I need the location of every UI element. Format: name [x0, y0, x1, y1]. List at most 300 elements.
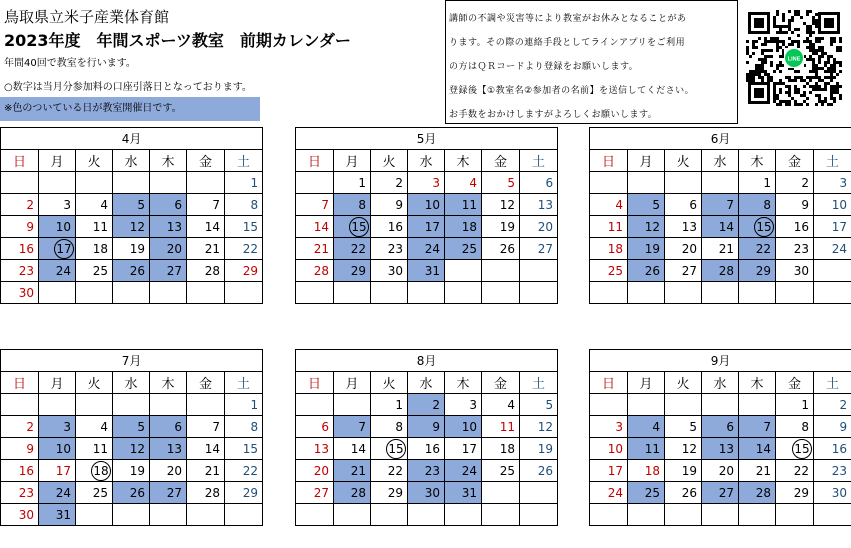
weekday-header: 火 — [665, 150, 702, 172]
day-cell: 16 — [1, 238, 39, 260]
day-cell: 21 — [187, 460, 225, 482]
calendar-june — [589, 127, 851, 304]
empty-cell — [76, 394, 113, 416]
empty-cell — [482, 504, 520, 526]
weekday-header: 金 — [482, 150, 520, 172]
weekday-header: 金 — [482, 372, 520, 394]
day-cell: 5 — [113, 194, 150, 216]
weekday-header: 金 — [187, 150, 225, 172]
weekday-header: 火 — [371, 150, 408, 172]
empty-cell — [1, 172, 39, 194]
day-cell: 6 — [665, 194, 702, 216]
day-cell: 20 — [150, 238, 187, 260]
day-cell: 1 — [776, 394, 814, 416]
day-cell: 3 — [39, 194, 76, 216]
month-label: 7月 — [1, 350, 263, 372]
day-cell: 20 — [702, 460, 739, 482]
day-cell: 13 — [665, 216, 702, 238]
line-logo-text: LINE — [787, 56, 801, 63]
day-cell: 8 — [225, 194, 263, 216]
day-cell: 29 — [776, 482, 814, 504]
day-cell: 29 — [739, 260, 776, 282]
empty-cell — [590, 282, 628, 304]
empty-cell — [113, 504, 150, 526]
empty-cell — [296, 394, 334, 416]
empty-cell — [296, 172, 334, 194]
empty-cell — [628, 282, 665, 304]
weekday-header: 土 — [814, 372, 851, 394]
empty-cell — [445, 504, 482, 526]
day-cell: 30 — [1, 282, 39, 304]
day-cell: 4 — [445, 172, 482, 194]
day-cell: 30 — [408, 482, 445, 504]
day-cell: 11 — [628, 438, 665, 460]
day-cell: 23 — [1, 260, 39, 282]
day-cell: 24 — [408, 238, 445, 260]
empty-cell — [739, 504, 776, 526]
day-cell: 29 — [225, 260, 263, 282]
empty-cell — [371, 282, 408, 304]
weekday-header: 月 — [334, 372, 371, 394]
empty-cell — [113, 282, 150, 304]
day-cell: 19 — [113, 238, 150, 260]
empty-cell — [187, 504, 225, 526]
weekday-header: 火 — [76, 150, 113, 172]
weekday-header: 金 — [776, 150, 814, 172]
day-cell: 19 — [628, 238, 665, 260]
day-cell — [371, 438, 408, 460]
day-cell: 2 — [408, 394, 445, 416]
weekday-header: 木 — [150, 372, 187, 394]
weekday-header: 土 — [225, 150, 263, 172]
day-cell: 5 — [113, 416, 150, 438]
day-cell: 2 — [776, 172, 814, 194]
day-cell — [739, 216, 776, 238]
day-cell: 22 — [776, 460, 814, 482]
day-cell: 14 — [702, 216, 739, 238]
day-cell: 7 — [296, 194, 334, 216]
empty-cell — [739, 282, 776, 304]
empty-cell — [187, 172, 225, 194]
day-cell: 27 — [665, 260, 702, 282]
day-cell: 25 — [76, 260, 113, 282]
day-cell: 3 — [408, 172, 445, 194]
empty-cell — [76, 172, 113, 194]
day-cell: 19 — [113, 460, 150, 482]
empty-cell — [702, 172, 739, 194]
empty-cell — [150, 282, 187, 304]
empty-cell — [520, 260, 558, 282]
weekday-header: 木 — [445, 150, 482, 172]
day-cell: 16 — [1, 460, 39, 482]
weekday-header: 月 — [39, 150, 76, 172]
day-cell: 30 — [1, 504, 39, 526]
day-cell: 12 — [482, 194, 520, 216]
day-cell: 30 — [371, 260, 408, 282]
day-cell: 10 — [39, 216, 76, 238]
weekday-header: 金 — [187, 372, 225, 394]
day-cell: 11 — [76, 216, 113, 238]
day-cell: 23 — [371, 238, 408, 260]
empty-cell — [187, 282, 225, 304]
day-cell: 18 — [628, 460, 665, 482]
day-cell: 31 — [408, 260, 445, 282]
day-cell: 12 — [113, 216, 150, 238]
day-cell: 25 — [590, 260, 628, 282]
empty-cell — [520, 504, 558, 526]
day-cell: 22 — [334, 238, 371, 260]
day-cell: 23 — [1, 482, 39, 504]
day-cell: 16 — [814, 438, 851, 460]
day-cell: 18 — [482, 438, 520, 460]
month-label: 6月 — [590, 128, 851, 150]
day-cell: 10 — [814, 194, 851, 216]
day-cell: 27 — [702, 482, 739, 504]
empty-cell — [150, 504, 187, 526]
calendar-may — [295, 127, 558, 304]
day-cell: 22 — [739, 238, 776, 260]
day-cell: 8 — [739, 194, 776, 216]
day-cell: 13 — [150, 216, 187, 238]
day-cell: 3 — [445, 394, 482, 416]
weekday-header: 火 — [665, 372, 702, 394]
day-cell: 11 — [482, 416, 520, 438]
month-label: 5月 — [296, 128, 558, 150]
day-cell: 13 — [520, 194, 558, 216]
day-cell: 15 — [225, 438, 263, 460]
day-cell: 6 — [520, 172, 558, 194]
day-cell: 25 — [628, 482, 665, 504]
day-cell — [39, 238, 76, 260]
day-cell: 20 — [150, 460, 187, 482]
day-cell: 28 — [187, 260, 225, 282]
day-cell: 4 — [76, 194, 113, 216]
day-cell: 11 — [590, 216, 628, 238]
debit-day-circle: 15 — [386, 439, 406, 459]
weekday-header: 月 — [628, 372, 665, 394]
notice-line: ります。その際の連絡手段としてラインアプリをご利用 — [449, 38, 686, 48]
day-cell: 22 — [225, 460, 263, 482]
weekday-header: 木 — [739, 372, 776, 394]
day-cell: 29 — [334, 260, 371, 282]
empty-cell — [408, 282, 445, 304]
weekday-header: 水 — [408, 372, 445, 394]
day-cell: 26 — [113, 260, 150, 282]
weekday-header: 木 — [150, 150, 187, 172]
day-cell: 6 — [150, 194, 187, 216]
day-cell: 21 — [334, 460, 371, 482]
empty-cell — [187, 394, 225, 416]
day-cell: 2 — [814, 394, 851, 416]
day-cell: 16 — [408, 438, 445, 460]
day-cell: 1 — [371, 394, 408, 416]
day-cell: 9 — [776, 194, 814, 216]
day-cell — [334, 216, 371, 238]
empty-cell — [482, 482, 520, 504]
day-cell — [76, 460, 113, 482]
empty-cell — [150, 172, 187, 194]
day-cell: 1 — [739, 172, 776, 194]
empty-cell — [814, 282, 851, 304]
day-cell: 31 — [445, 482, 482, 504]
empty-cell — [334, 282, 371, 304]
day-cell: 28 — [334, 482, 371, 504]
weekday-header: 土 — [520, 150, 558, 172]
empty-cell — [590, 394, 628, 416]
notice-line: の方はＱＲコードより登録をお願いします。 — [449, 62, 639, 72]
empty-cell — [1, 394, 39, 416]
line-qr-code[interactable] — [746, 10, 842, 106]
note-color-legend: ※色のついている日が教室開催日です。 — [0, 97, 260, 121]
day-cell: 23 — [408, 460, 445, 482]
weekday-header: 日 — [296, 150, 334, 172]
day-cell: 3 — [814, 172, 851, 194]
day-cell: 12 — [113, 438, 150, 460]
day-cell: 3 — [590, 416, 628, 438]
day-cell: 7 — [334, 416, 371, 438]
empty-cell — [520, 482, 558, 504]
notice-line: 講師の不調や災害等により教室がお休みとなることがあ — [449, 14, 687, 24]
day-cell: 22 — [225, 238, 263, 260]
empty-cell — [590, 504, 628, 526]
day-cell: 25 — [76, 482, 113, 504]
day-cell: 27 — [150, 482, 187, 504]
day-cell: 5 — [628, 194, 665, 216]
page-title: 2023年度 年間スポーツ教室 前期カレンダー — [4, 31, 351, 50]
notice-line: お手数をおかけしますがよろしくお願いします。 — [449, 110, 658, 120]
weekday-header: 水 — [408, 150, 445, 172]
calendar-august — [295, 349, 558, 526]
empty-cell — [665, 282, 702, 304]
day-cell: 28 — [187, 482, 225, 504]
empty-cell — [225, 504, 263, 526]
calendar-april — [0, 127, 263, 304]
weekday-header: 土 — [520, 372, 558, 394]
weekday-header: 月 — [39, 372, 76, 394]
day-cell: 20 — [665, 238, 702, 260]
day-cell: 19 — [520, 438, 558, 460]
day-cell: 6 — [702, 416, 739, 438]
weekday-header: 日 — [590, 150, 628, 172]
weekday-header: 日 — [1, 372, 39, 394]
day-cell: 16 — [371, 216, 408, 238]
day-cell: 10 — [39, 438, 76, 460]
day-cell: 11 — [76, 438, 113, 460]
empty-cell — [628, 504, 665, 526]
day-cell: 2 — [1, 194, 39, 216]
calendar-september — [589, 349, 851, 526]
day-cell: 5 — [482, 172, 520, 194]
day-cell: 17 — [445, 438, 482, 460]
day-cell: 9 — [814, 416, 851, 438]
day-cell: 1 — [334, 172, 371, 194]
day-cell: 4 — [76, 416, 113, 438]
day-cell: 12 — [665, 438, 702, 460]
day-cell: 23 — [814, 460, 851, 482]
debit-day-circle: 15 — [792, 439, 812, 459]
empty-cell — [408, 504, 445, 526]
note-sessions: 年間40回で教室を行います。 — [4, 58, 136, 69]
day-cell: 24 — [814, 238, 851, 260]
debit-day-circle: 15 — [349, 217, 369, 237]
day-cell: 10 — [408, 194, 445, 216]
empty-cell — [296, 282, 334, 304]
day-cell: 8 — [334, 194, 371, 216]
day-cell: 20 — [296, 460, 334, 482]
day-cell: 19 — [482, 216, 520, 238]
day-cell: 19 — [665, 460, 702, 482]
month-label: 4月 — [1, 128, 263, 150]
day-cell: 2 — [1, 416, 39, 438]
weekday-header: 土 — [225, 372, 263, 394]
day-cell: 14 — [187, 216, 225, 238]
empty-cell — [814, 260, 851, 282]
day-cell: 28 — [739, 482, 776, 504]
day-cell: 10 — [445, 416, 482, 438]
day-cell: 17 — [39, 460, 76, 482]
weekday-header: 土 — [814, 150, 851, 172]
day-cell: 4 — [482, 394, 520, 416]
debit-day-circle: 18 — [91, 461, 111, 481]
debit-day-circle: 17 — [54, 239, 74, 259]
day-cell: 25 — [482, 460, 520, 482]
month-label: 8月 — [296, 350, 558, 372]
day-cell: 26 — [520, 460, 558, 482]
day-cell: 9 — [408, 416, 445, 438]
notice-box — [445, 0, 738, 124]
day-cell: 25 — [445, 238, 482, 260]
empty-cell — [814, 504, 851, 526]
weekday-header: 日 — [1, 150, 39, 172]
day-cell: 18 — [445, 216, 482, 238]
day-cell: 10 — [590, 438, 628, 460]
day-cell: 11 — [445, 194, 482, 216]
day-cell: 26 — [113, 482, 150, 504]
day-cell: 4 — [628, 416, 665, 438]
day-cell: 22 — [371, 460, 408, 482]
day-cell: 13 — [150, 438, 187, 460]
day-cell: 14 — [334, 438, 371, 460]
day-cell: 21 — [187, 238, 225, 260]
day-cell: 24 — [39, 260, 76, 282]
day-cell: 31 — [39, 504, 76, 526]
debit-day-circle: 15 — [754, 217, 774, 237]
empty-cell — [702, 394, 739, 416]
weekday-header: 火 — [76, 372, 113, 394]
weekday-header: 木 — [445, 372, 482, 394]
empty-cell — [445, 260, 482, 282]
day-cell: 5 — [665, 416, 702, 438]
day-cell: 26 — [482, 238, 520, 260]
day-cell: 3 — [39, 416, 76, 438]
empty-cell — [76, 504, 113, 526]
day-cell: 27 — [520, 238, 558, 260]
empty-cell — [225, 282, 263, 304]
empty-cell — [665, 172, 702, 194]
day-cell: 18 — [76, 238, 113, 260]
empty-cell — [482, 260, 520, 282]
day-cell: 2 — [371, 172, 408, 194]
weekday-header: 金 — [776, 372, 814, 394]
day-cell: 7 — [702, 194, 739, 216]
empty-cell — [628, 394, 665, 416]
day-cell: 21 — [739, 460, 776, 482]
day-cell: 24 — [445, 460, 482, 482]
day-cell: 12 — [628, 216, 665, 238]
day-cell: 14 — [296, 216, 334, 238]
day-cell: 21 — [702, 238, 739, 260]
day-cell: 27 — [296, 482, 334, 504]
weekday-header: 水 — [113, 150, 150, 172]
day-cell: 23 — [776, 238, 814, 260]
weekday-header: 水 — [702, 372, 739, 394]
day-cell: 16 — [776, 216, 814, 238]
empty-cell — [776, 282, 814, 304]
day-cell: 14 — [187, 438, 225, 460]
weekday-header: 火 — [371, 372, 408, 394]
day-cell — [776, 438, 814, 460]
note-circle: ○数字は当月分参加料の口座引落日となっております。 — [4, 82, 252, 93]
day-cell: 4 — [590, 194, 628, 216]
day-cell: 27 — [150, 260, 187, 282]
empty-cell — [665, 504, 702, 526]
weekday-header: 水 — [702, 150, 739, 172]
empty-cell — [520, 282, 558, 304]
empty-cell — [445, 282, 482, 304]
day-cell: 7 — [187, 416, 225, 438]
day-cell: 24 — [590, 482, 628, 504]
weekday-header: 日 — [296, 372, 334, 394]
calendar-july — [0, 349, 263, 526]
empty-cell — [482, 282, 520, 304]
day-cell: 17 — [590, 460, 628, 482]
day-cell: 1 — [225, 394, 263, 416]
day-cell: 8 — [225, 416, 263, 438]
day-cell: 6 — [296, 416, 334, 438]
empty-cell — [702, 504, 739, 526]
day-cell: 8 — [776, 416, 814, 438]
month-label: 9月 — [590, 350, 851, 372]
empty-cell — [776, 504, 814, 526]
venue-name: 鳥取県立米子産業体育館 — [4, 8, 170, 26]
empty-cell — [113, 172, 150, 194]
day-cell: 9 — [1, 438, 39, 460]
day-cell: 28 — [296, 260, 334, 282]
day-cell: 26 — [628, 260, 665, 282]
empty-cell — [39, 282, 76, 304]
weekday-header: 木 — [739, 150, 776, 172]
day-cell: 29 — [225, 482, 263, 504]
day-cell: 5 — [520, 394, 558, 416]
weekday-header: 日 — [590, 372, 628, 394]
day-cell: 9 — [371, 194, 408, 216]
day-cell: 24 — [39, 482, 76, 504]
day-cell: 20 — [520, 216, 558, 238]
day-cell: 28 — [702, 260, 739, 282]
empty-cell — [113, 394, 150, 416]
day-cell: 12 — [520, 416, 558, 438]
empty-cell — [39, 394, 76, 416]
empty-cell — [150, 394, 187, 416]
empty-cell — [371, 504, 408, 526]
empty-cell — [628, 172, 665, 194]
empty-cell — [296, 504, 334, 526]
day-cell: 18 — [590, 238, 628, 260]
day-cell: 30 — [814, 482, 851, 504]
day-cell: 15 — [225, 216, 263, 238]
empty-cell — [334, 394, 371, 416]
day-cell: 7 — [739, 416, 776, 438]
